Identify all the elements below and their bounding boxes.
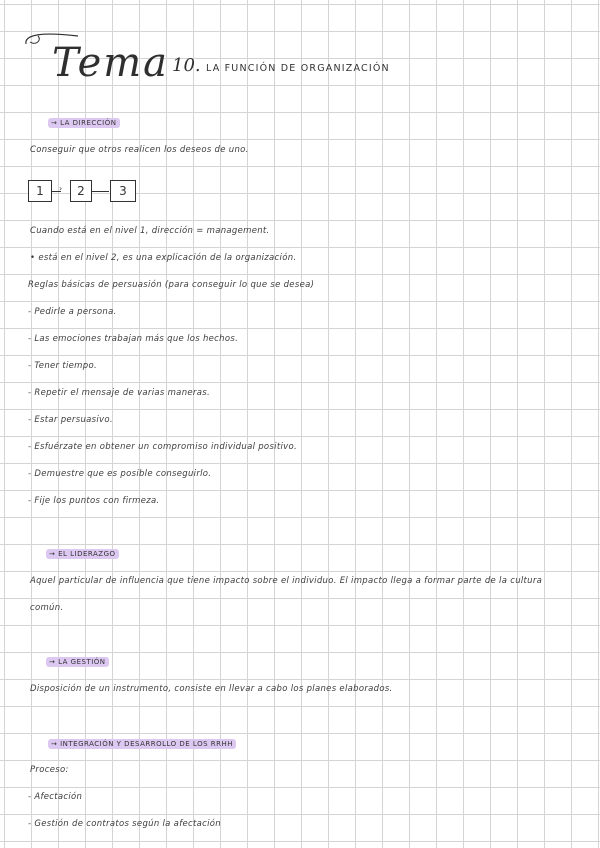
text-line: Conseguir que otros realicen los deseos de uno. (30, 145, 249, 155)
list-item: - Esfuérzate en obtener un compromiso individual positivo. (28, 442, 297, 452)
level-box-3: 3 (110, 180, 136, 202)
connector-line (91, 191, 109, 192)
connector-arrow: › (59, 184, 63, 193)
level-box-2: 2 (70, 180, 92, 202)
title-number: 10. (172, 55, 201, 76)
list-item: - Tener tiempo. (28, 361, 97, 371)
text-line: común. (30, 603, 64, 613)
list-item: - Fije los puntos con firmeza. (28, 496, 160, 506)
section-heading-direccion: → LA DIRECCIÓN (48, 118, 120, 128)
text-line: Reglas básicas de persuasión (para conseguir lo que se desea) (28, 280, 315, 290)
list-item: - Afectación (28, 792, 83, 802)
list-item: - Estar persuasivo. (28, 415, 113, 425)
text-line: Disposición de un instrumento, consiste en llevar a cabo los planes elaborados. (30, 684, 393, 694)
section-heading-liderazgo: → EL LIDERAZGO (46, 549, 119, 559)
text-line: Cuando está en el nivel 1, dirección = management. (30, 226, 270, 236)
text-line: Proceso: (30, 765, 69, 775)
list-item: - Las emociones trabajan más que los hechos. (28, 334, 239, 344)
list-item: - Pedirle a persona. (28, 307, 117, 317)
list-item: - Demuestre que es posible conseguirlo. (28, 469, 212, 479)
list-item: - Repetir el mensaje de varias maneras. (28, 388, 210, 398)
page-title: LA FUNCIÓN DE ORGANIZACIÓN (206, 63, 390, 74)
level-box-1: 1 (28, 180, 52, 202)
list-item: - Gestión de contratos según la afectación (28, 819, 221, 829)
title-word: Tema (52, 40, 170, 86)
text-line: Aquel particular de influencia que tiene impacto sobre el individuo. El impacto llega a formar parte de la cultura (30, 576, 543, 586)
section-heading-gestion: → LA GESTIÓN (46, 657, 109, 667)
section-heading-integracion: → INTEGRACIÓN Y DESARROLLO DE LOS RRHH (48, 739, 236, 749)
text-line: • está en el nivel 2, es una explicación de la organización. (30, 253, 297, 263)
